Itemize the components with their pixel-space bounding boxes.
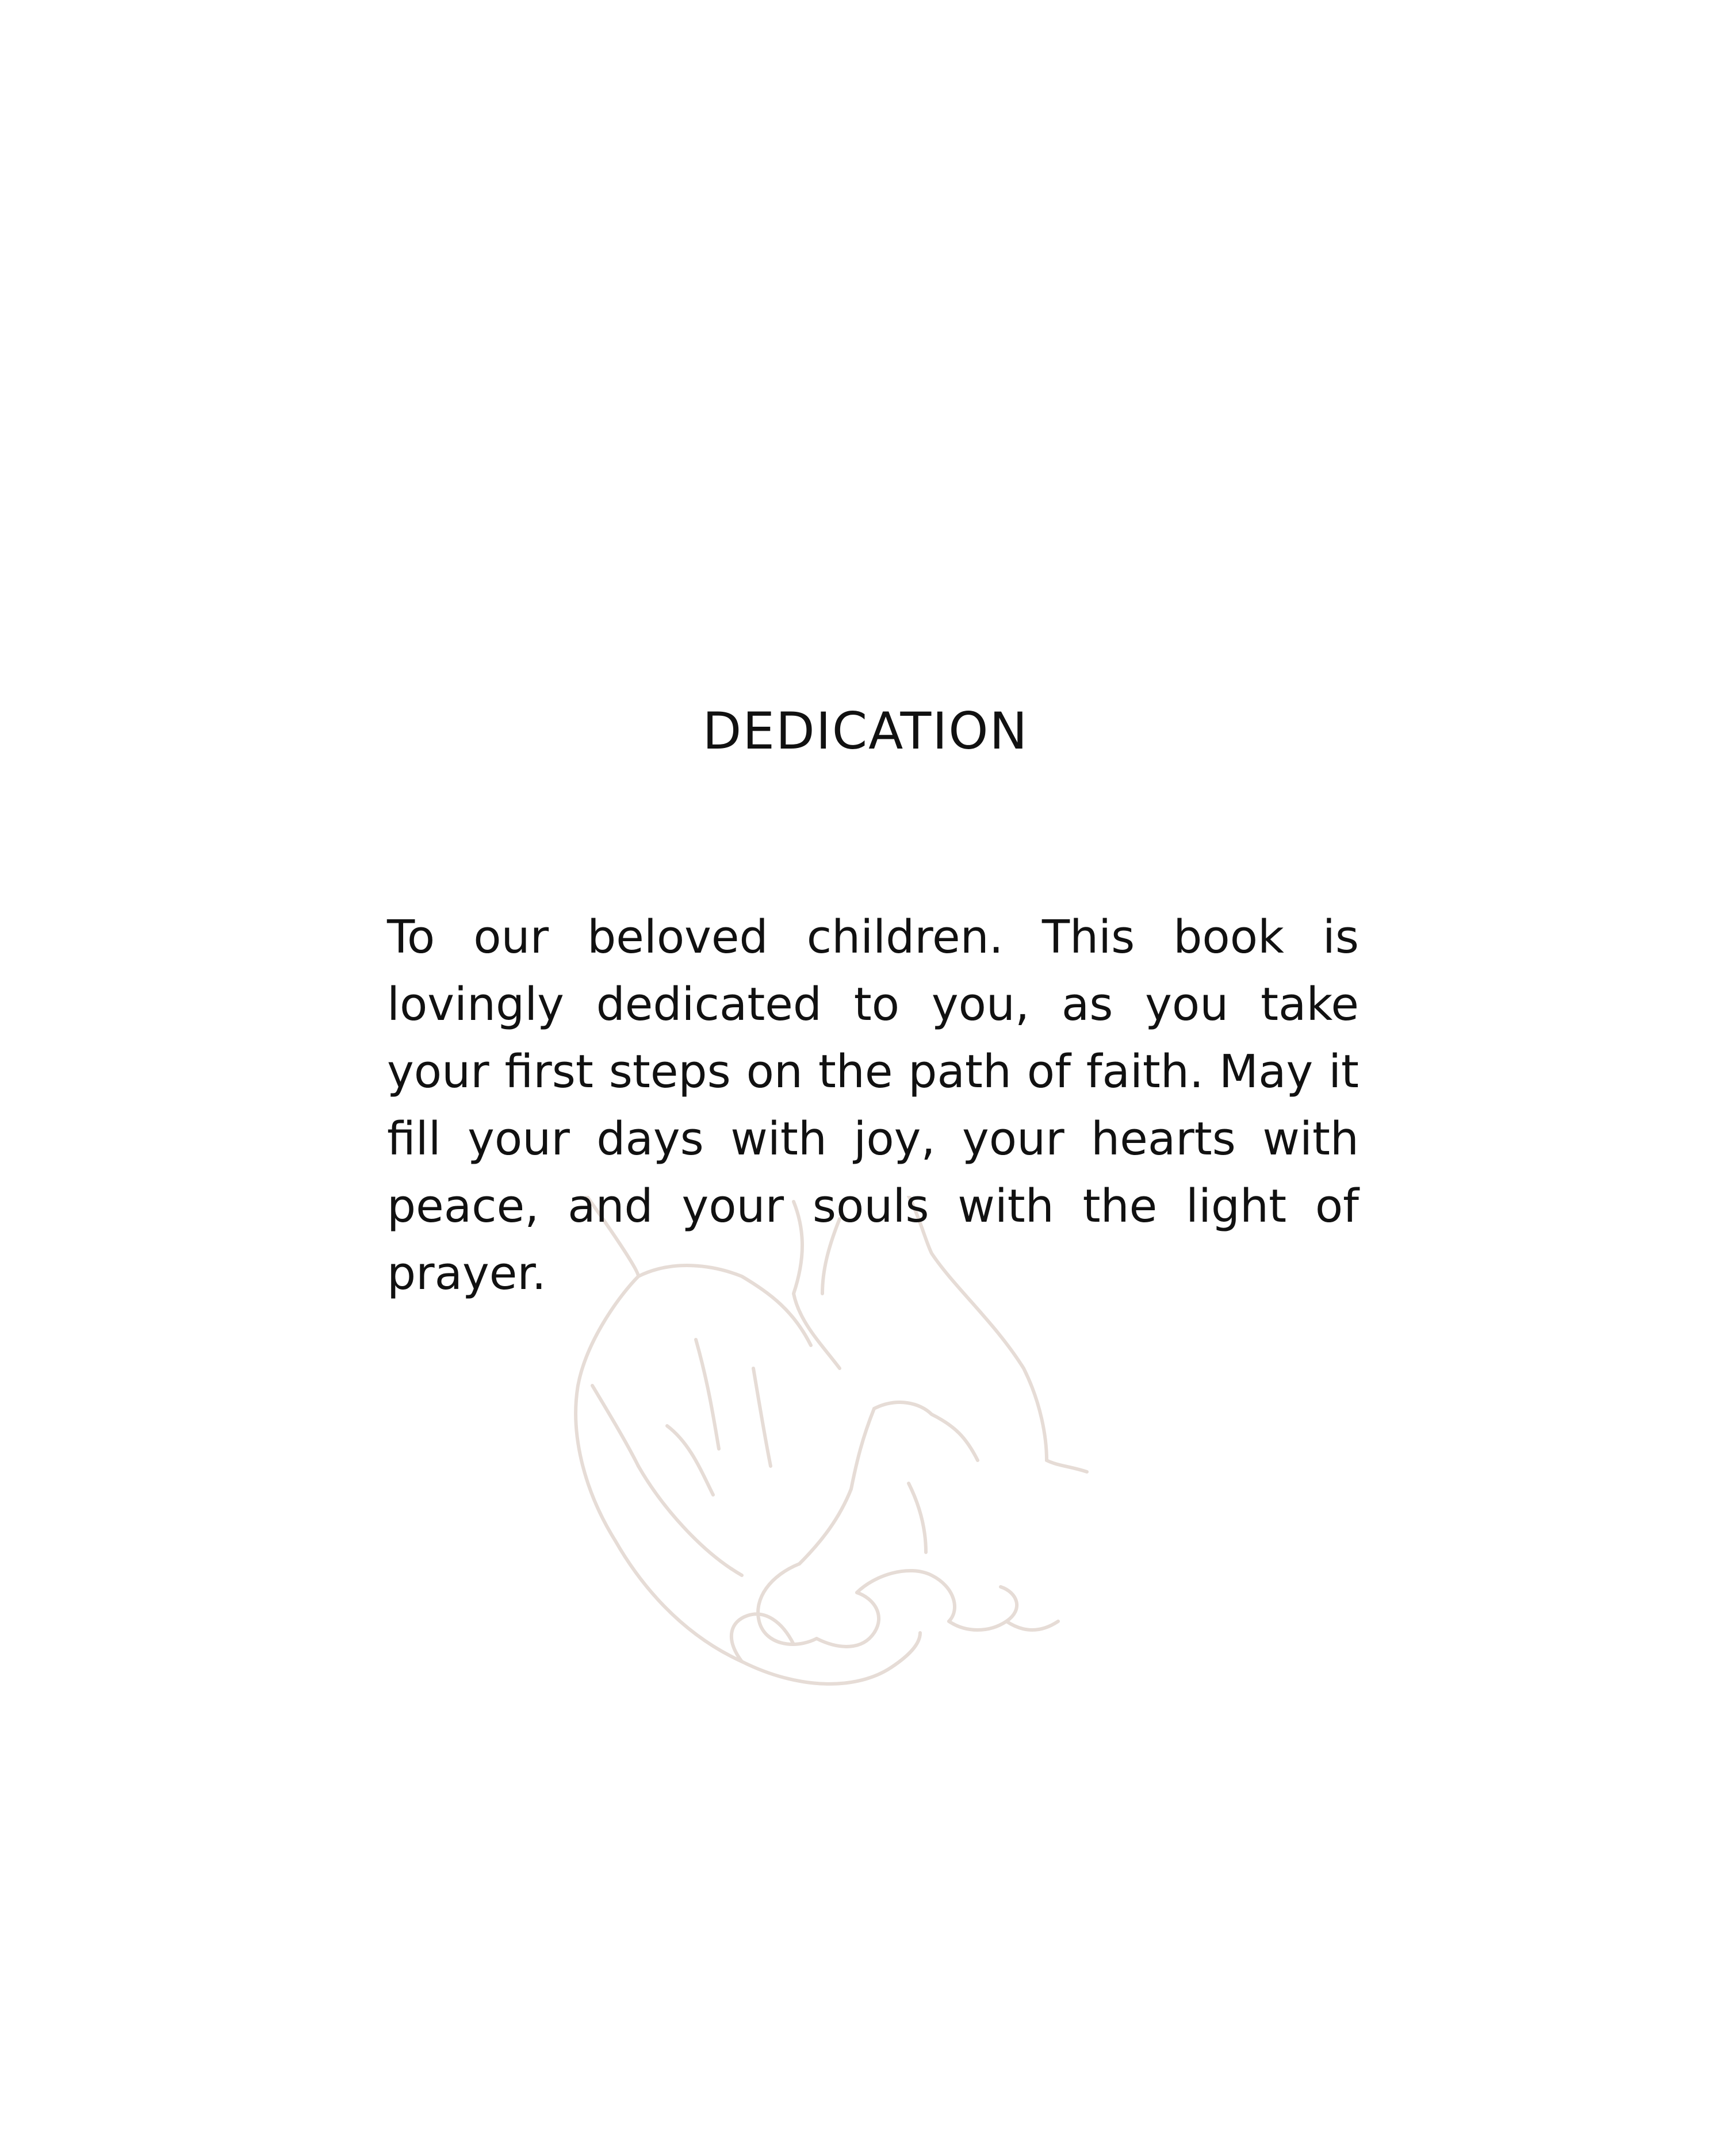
dedication-text: To our beloved children. This book is lovingly dedicated to you, as you take your first steps on the path of faith. May it fill your days with joy, your hearts with peace, and your souls with the light of prayer. — [387, 911, 1359, 1300]
page-title: DEDICATION — [702, 701, 1029, 761]
